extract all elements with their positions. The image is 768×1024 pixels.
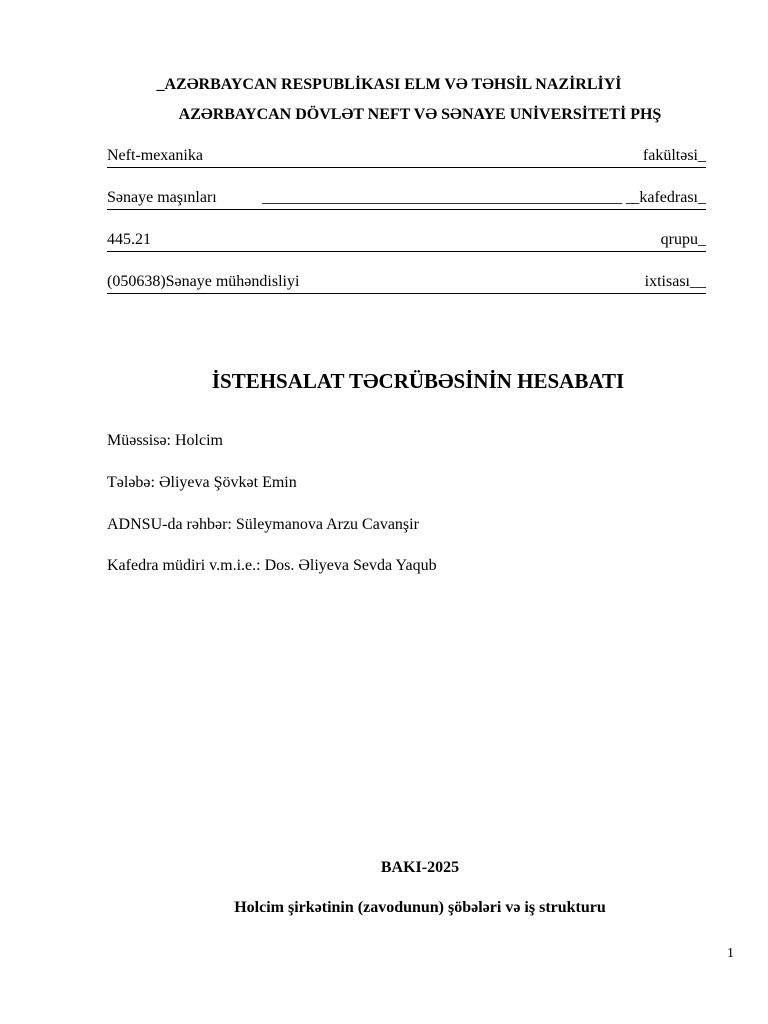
department-head-line: Kafedra müdiri v.m.i.e.: Dos. Əliyeva Sevda Yaqub [107,557,437,574]
page-number: 1 [727,946,734,961]
group-value: 445.21 [107,231,151,248]
specialty-suffix: ixtisası__ [644,273,706,290]
department-value: Sənaye maşınları [107,189,217,206]
specialty-row [107,272,706,294]
report-title: İSTEHSALAT TƏCRÜBƏSİNİN HESABATI [211,369,625,393]
faculty-suffix: fakültəsi_ [642,147,706,164]
university-heading: AZƏRBAYCAN DÖVLƏT NEFT VƏ SƏNAYE UNİVERSİTETİ PHŞ [178,106,662,123]
section-subtitle: Holcim şirkətinin (zavodunun) şöbələri və iş strukturu [234,899,606,916]
specialty-value: (050638)Sənaye mühəndisliyi [107,273,300,290]
department-filler: _____________________________________________ _ [262,189,634,206]
faculty-value: Neft-mexanika [107,147,203,164]
organization-line: Müəssisə: Holcim [107,432,223,449]
supervisor-line: ADNSU-da rəhbər: Süleymanova Arzu Cavanşir [107,516,419,533]
group-row [107,230,706,252]
ministry-heading: _AZƏRBAYCAN RESPUBLİKASI ELM VƏ TƏHSİL NAZİRLİYİ [156,76,622,93]
student-line: Tələbə: Əliyeva Şövkət Emin [107,474,297,491]
group-suffix: qrupu_ [660,231,706,248]
faculty-row [107,146,706,168]
department-row [107,188,706,210]
city-year: BAKI-2025 [380,859,460,876]
department-suffix: _kafedrası_ [631,189,706,206]
